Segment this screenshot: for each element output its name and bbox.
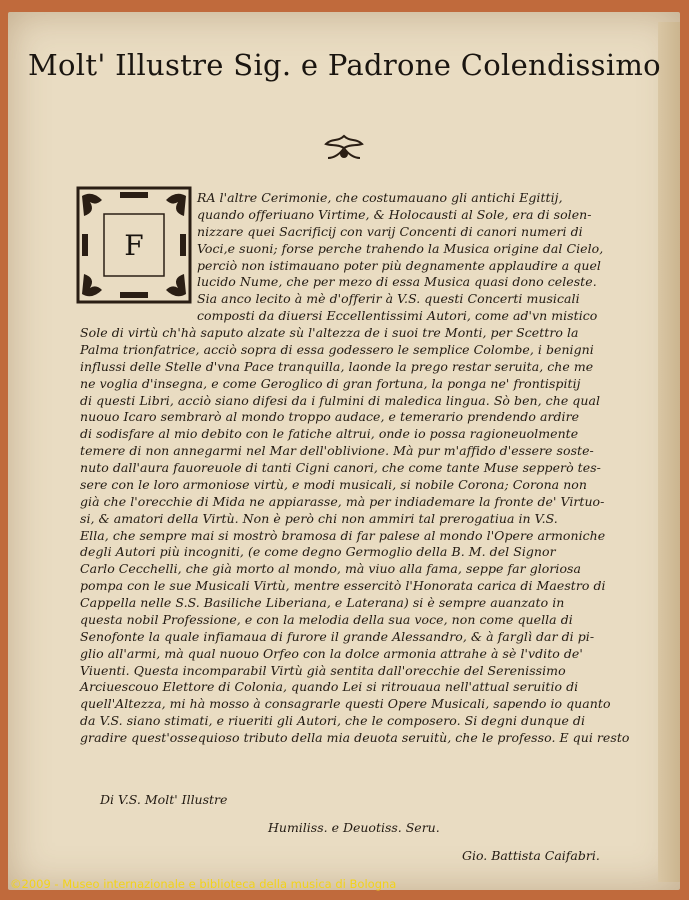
text-line: nizzare quei Sacrificij con varij Concenti di canori numeri di <box>197 223 583 239</box>
text-line: ne voglia d'insegna, e come Geroglico di gran fortuna, la ponga ne' frontispitij <box>80 375 581 391</box>
copyright-footer: ©2009 - Museo internazionale e biblioteca della musica di Bologna <box>10 877 397 891</box>
text-line: nuto dall'aura fauoreuole di tanti Cigni canori, che come tante Muse sepperò tes- <box>80 460 601 475</box>
text-line: Sole di virtù ch'hà saputo alzate sù l'altezza de i suoi tre Monti, per Scettro la <box>80 325 579 340</box>
text-line: di questi Libri, acciò siano difesi da i fulmini di maledica lingua. Sò ben, che qual <box>80 392 601 408</box>
fleuron-ornament <box>318 132 370 164</box>
closing-salutation: Di V.S. Molt' Illustre <box>100 792 228 807</box>
text-line: influssi delle Stelle d'vna Pace tranquilla, laonde la prego restar seruita, che me <box>80 358 594 374</box>
humble-servant-line: Humiliss. e Deuotiss. Seru. <box>268 820 440 835</box>
text-line: Ella, che sempre mai si mostrò bramosa di far palese al mondo l'Opere armoniche <box>80 527 606 543</box>
text-line: Voci,e suoni; forse perche trahendo la Musica origine dal Cielo, <box>197 240 604 256</box>
text-line: glio all'armi, mà qual nuouo Orfeo con la dolce armonia attrahe à sè l'vdito de' <box>80 645 583 661</box>
text-line: sere con le loro armoniose virtù, e modi musicali, si nobile Corona; Corona non <box>80 476 587 492</box>
dedication-title: Molt' Illustre Sig. e Padrone Colendissimo <box>28 48 661 82</box>
initial-letter: F <box>124 228 144 262</box>
text-line: pompa con le sue Musicali Virtù, mentre essercitò l'Honorata carica di Maestro di <box>80 578 606 594</box>
text-line: composti da diuersi Eccellentissimi Autori, come ad'vn mistico <box>197 308 598 324</box>
text-line: Cappella nelle S.S. Basiliche Liberiana, e Lateranа) si è sempre auanzato in <box>80 595 565 610</box>
text-line: Viuenti. Questa incomparabil Virtù già sentita dall'orecchie del Serenissimo <box>80 662 566 678</box>
text-line: da V.S. siano stimati, e riueriti gli Autori, che le composero. Si degni dunque di <box>80 713 586 729</box>
text-line: nuouo Icaro sembrarò al mondo troppo audace, e temerario prendendo ardire <box>80 409 580 425</box>
text-line: lucido Nume, che per mezo di essa Musica quasi dono celeste. <box>197 274 597 290</box>
text-line: già che l'orecchie di Mida ne appiarasse, mà per indiademare la fronte de' Virtuo- <box>80 493 605 509</box>
text-line: di sodisfare al mio debito con le fatiche altrui, onde io possa ragioneuolmente <box>80 426 579 442</box>
text-line: perciò non istimauano poter più degnamente applaudire a quel <box>197 257 601 273</box>
text-line: Sia anco lecito à mè d'offerir à V.S. questi Concerti musicali <box>197 291 580 307</box>
text-line: RA l'altre Cerimonie, che costumauano gli antichi Egittij, <box>197 190 563 205</box>
text-line: questa nobil Professione, e con la melodia della sua voce, non come quella di <box>80 611 573 627</box>
text-line: Arciuescouo Elettore di Colonia, quando Lei si ritrouaua nell'attual seruitio di <box>80 679 579 695</box>
text-line: gradire quest'ossequioso tributo della mia deuota seruitù, che le professo. E qui resto <box>80 730 630 745</box>
text-line: Carlo Cecchelli, che già morto al mondo, mà viuo alla fama, seppe far gloriosa <box>80 561 581 577</box>
text-line: temere di non annegarmi nel Mar dell'oblivione. Mà pur m'affido d'essere soste- <box>80 443 594 459</box>
signature: Gio. Battista Caifabri. <box>462 848 600 863</box>
text-line: quell'Altezza, mi hà mosso à consagrarle questi Opere Musicali, sapendo io quanto <box>80 696 611 712</box>
text-line: quando offeriuano Virtime, & Holocausti al Sole, era di solen- <box>197 206 592 222</box>
page-edge <box>658 22 680 882</box>
text-line: si, & amatori della Virtù. Non è però chi non ammiri tal prerogatiua in V.S. <box>80 510 558 526</box>
text-line: Palma trionfatrice, acciò sopra di essa godessero le semplice Colombe, i benigni <box>80 341 594 357</box>
text-line: Senofonte la quale infiamaua di furore il grande Alessandro, & à farglì dar di pi- <box>80 628 595 644</box>
text-line: degli Autori più incogniti, (e come degno Germoglio della B. M. del Signor <box>80 544 556 560</box>
